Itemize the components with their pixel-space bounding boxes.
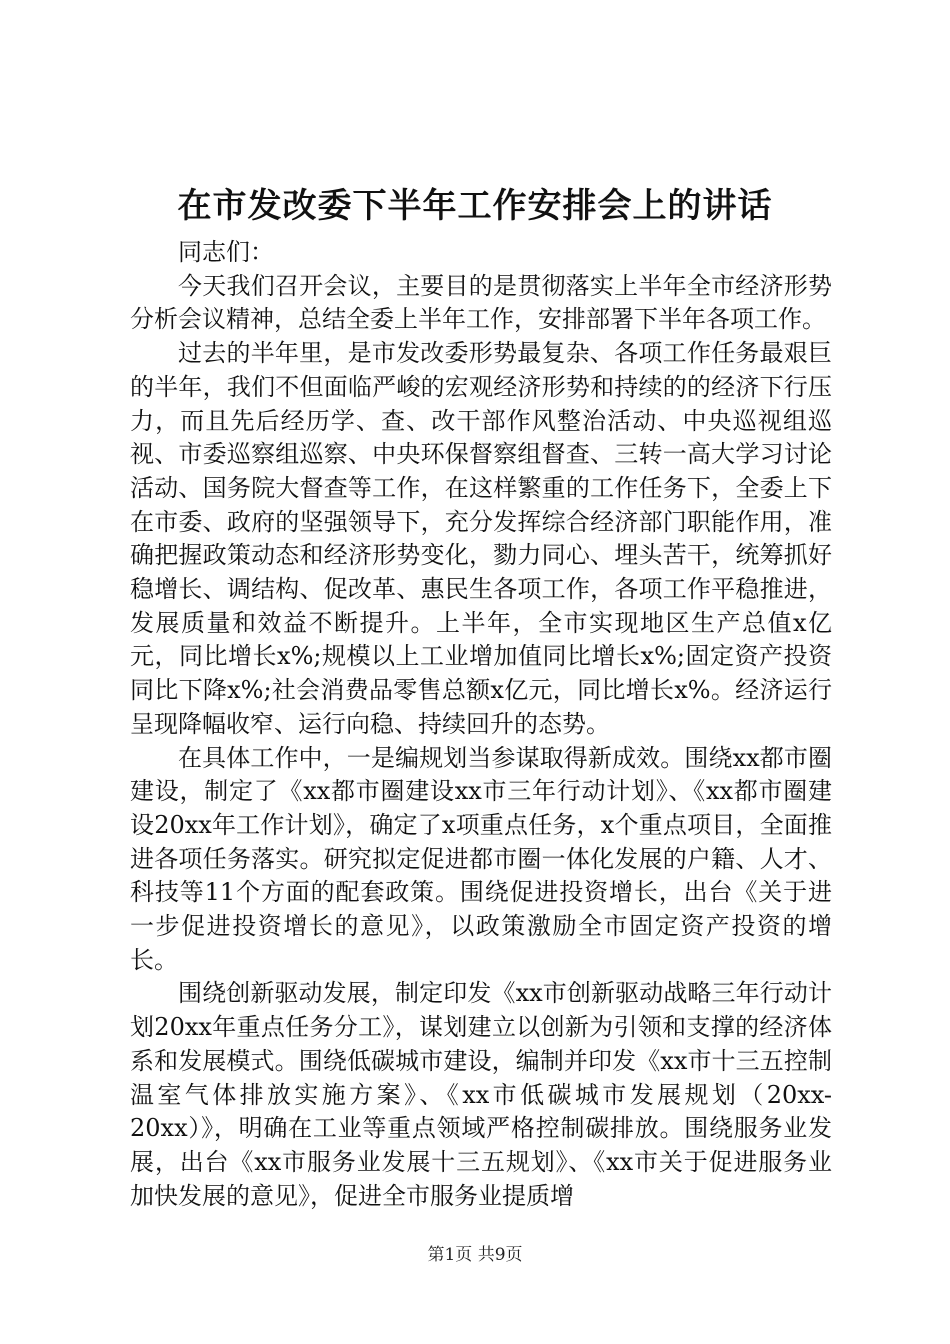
document-body [130,236,832,1213]
page-number-footer: 第1页 共9页 [427,1245,523,1265]
innovation-paragraph: 围绕创新驱动发展，制定印发《xx市创新驱动战略三年行动计划20xx年重点任务分工》，谋划建立以创新为引领和支撑的经济体系和发展模式。围绕低碳城市建设，编制并印发《xx市十三五控制温室气体排放实施方案》、《xx市低碳城市发展规划（20xx-20xx）》，明确在工业等重点领域严格控制碳排放。围绕服务业发展，出台《xx市服务业发展十三五规划》、《xx市关于促进服务业加快发展的意见》，促进全市服务业提质增 [130,979,832,1210]
review-paragraph: 过去的半年里，是市发改委形势最复杂、各项工作任务最艰巨的半年，我们不但面临严峻的宏观经济形势和持续的的经济下行压力，而且先后经历学、查、改干部作风整治活动、中央巡视组巡视、市委巡察组巡察、中央环保督察组督查、三转一高大学习讨论活动、国务院大督查等工作，在这样繁重的工作任务下，全委上下在市委、政府的坚强领导下，充分发挥综合经济部门职能作用，准确把握政策动态和经济形势变化，勠力同心、埋头苦干，统筹抓好稳增长、调结构、促改革、惠民生各项工作，各项工作平稳推进，发展质量和效益不断提升。上半年，全市实现地区生产总值x亿元，同比增长x%;规模以上工业增加值同比增长x%;固定资产投资同比下降x%;社会消费品零售总额x亿元，同比增长x%。经济运行呈现降幅收窄、运行向稳、持续回升的态势。 [130,339,832,738]
intro-paragraph: 今天我们召开会议，主要目的是贯彻落实上半年全市经济形势分析会议精神，总结全委上半年工作，安排部署下半年各项工作。 [130,271,832,334]
salutation-paragraph: 同志们： [178,238,274,266]
document-title: 在市发改委下半年工作安排会上的讲话 [177,186,773,226]
planning-paragraph: 在具体工作中，一是编规划当参谋取得新成效。围绕xx都市圈建设，制定了《xx都市圈建设xx市三年行动计划》、《xx都市圈建设20xx年工作计划》，确定了x项重点任务，x个重点项目，全面推进各项任务落实。研究拟定促进都市圈一体化发展的户籍、人才、科技等11个方面的配套政策。围绕促进投资增长，出台《关于进一步促进投资增长的意见》，以政策激励全市固定资产投资的增长。 [130,743,832,974]
